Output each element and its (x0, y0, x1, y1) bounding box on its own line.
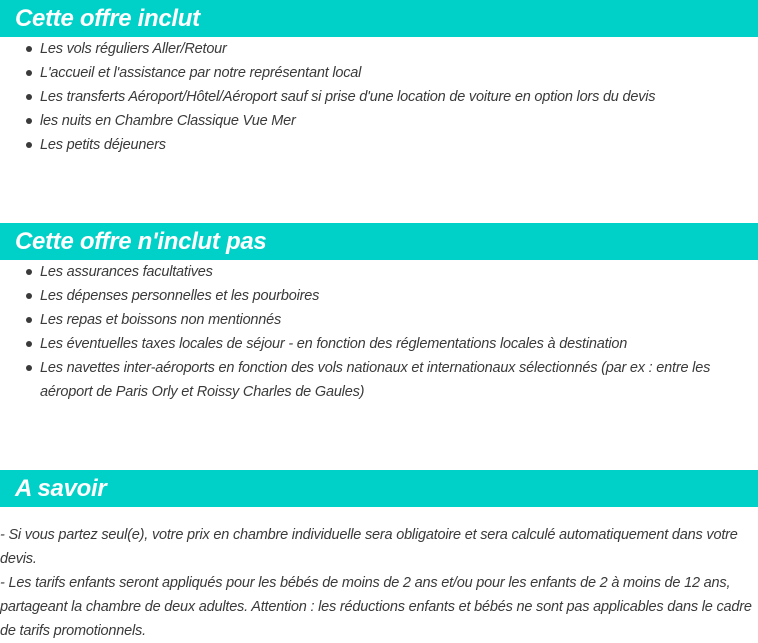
section-title-good-to-know: A savoir (0, 470, 758, 507)
list-item-text: Les transferts Aéroport/Hôtel/Aéroport sauf si prise d'une location de voiture en option lors du devis (40, 89, 656, 105)
bullet-icon (26, 269, 32, 275)
list-item-text: Les navettes inter-aéroports en fonction des vols nationaux et internationaux sélectionnés (par ex : entre les aéroport de Paris Orly et Roissy Charles de Gaules) (40, 360, 711, 400)
list-item-text: Les éventuelles taxes locales de séjour - en fonction des réglementations locales à destination (40, 336, 628, 352)
bullet-icon (26, 341, 32, 347)
bullet-icon (26, 317, 32, 323)
list-item-text: L'accueil et l'assistance par notre représentant local (40, 65, 362, 81)
section-title-not-included: Cette offre n'inclut pas (0, 223, 758, 260)
included-list (0, 37, 758, 157)
section-title-included: Cette offre inclut (0, 0, 758, 37)
bullet-icon (26, 94, 32, 100)
list-item (24, 284, 758, 308)
list-item (24, 85, 758, 109)
list-item-text: Les petits déjeuners (40, 137, 166, 153)
not-included-list (0, 260, 758, 404)
list-item-text: Les assurances facultatives (40, 264, 213, 280)
list-item (24, 260, 758, 284)
bullet-icon (26, 142, 32, 148)
bullet-icon (26, 118, 32, 124)
list-item (24, 356, 758, 404)
bullet-icon (26, 70, 32, 76)
bullet-icon (26, 293, 32, 299)
section-included (0, 0, 758, 157)
section-not-included (0, 223, 758, 404)
list-item-text: Les vols réguliers Aller/Retour (40, 41, 227, 57)
info-paragraph: - Si vous partez seul(e), votre prix en chambre individuelle sera obligatoire et sera calculé automatiquement dans votre devis. (0, 527, 738, 567)
bullet-icon (26, 46, 32, 52)
section-good-to-know (0, 470, 758, 643)
info-paragraph: - Les tarifs enfants seront appliqués pour les bébés de moins de 2 ans et/ou pour les enfants de 2 à moins de 12 ans, partageant la chambre de deux adultes. Attention : les réductions enfants et bébés ne sont pas applicables dans le cadre de tarifs promotionnels. (0, 575, 752, 639)
list-item (24, 61, 758, 85)
list-item (24, 133, 758, 157)
list-item (24, 37, 758, 61)
list-item-text: Les repas et boissons non mentionnés (40, 312, 282, 328)
list-item (24, 308, 758, 332)
bullet-icon (26, 365, 32, 371)
list-item (24, 332, 758, 356)
list-item (24, 109, 758, 133)
list-item-text: les nuits en Chambre Classique Vue Mer (40, 113, 296, 129)
good-to-know-content (0, 523, 758, 643)
list-item-text: Les dépenses personnelles et les pourboires (40, 288, 320, 304)
